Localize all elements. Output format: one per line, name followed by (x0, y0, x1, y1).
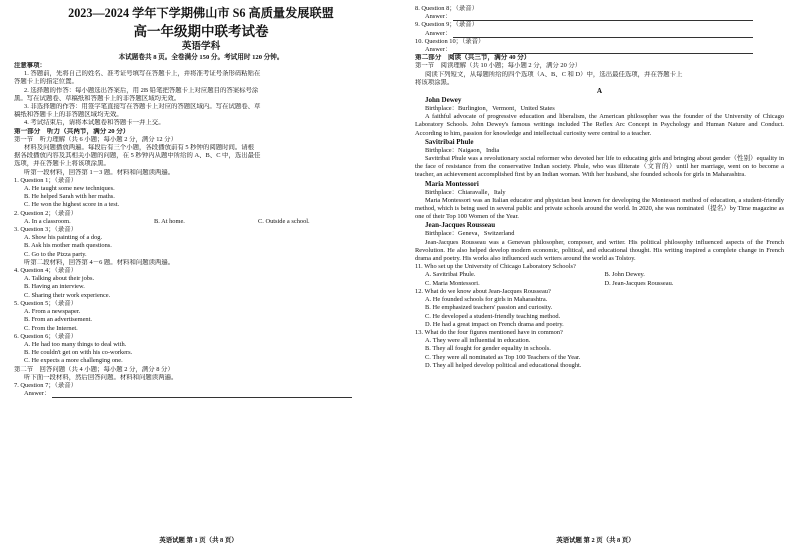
question-1: 1. Question 1；（录音） (14, 176, 78, 184)
notes-heading: 注意事项： (14, 62, 46, 69)
option: B. At home. (154, 217, 185, 225)
section-instruction: 据各段播放内容及其相关小题的问题，在 5 秒钟内从题中所给的 A、B、C 中，选出最佳 (14, 152, 261, 160)
section-instruction: 材料及问题播放两遍。每段后有三个小题，各段播放前有 5 秒钟的阅题时间。请根 (24, 144, 255, 152)
question-3: 3. Question 3；（录音） (14, 226, 78, 234)
question-10: 10. Question 10；（录音） (415, 37, 485, 45)
answer-label: Answer： (425, 46, 452, 54)
option: B. John Dewey. (604, 271, 645, 279)
section-instruction: 听下面一段材料，然后回答问题。材料和问题读两遍。 (24, 373, 178, 381)
option: B. He emphasized teachers' passion and curiosity. (425, 304, 553, 312)
answer-blank[interactable] (52, 397, 352, 398)
birthplace: Birthplace：Geneva，Switzerland (425, 230, 515, 238)
question-7: 7. Question 7；（录音） (14, 381, 78, 389)
answer-row (415, 46, 784, 54)
listening-instruction: 听第一段材料，回答第 1－3 题。材料和问题读两遍。 (24, 168, 175, 176)
note-line: 稿纸和答题卡上的非答题区域均无效。 (14, 111, 123, 119)
listening-instruction: 听第二段材料，回答第 4－6 题。材料和问题读两遍。 (24, 258, 175, 266)
page-footer: 英语试题 第 1 页（共 8 页） (159, 537, 238, 544)
option: B. He couldn't get on with his co-workers. (24, 349, 133, 357)
answer-row (415, 13, 784, 21)
note-line: 2. 选择题的作答：每小题选出答案后，用 2B 铅笔把答题卡上对应题目的答案标号涂 (24, 86, 259, 94)
question-2: 2. Question 2；（录音） (14, 209, 78, 217)
note-line: 4. 考试结束后，请将本试题卷和答题卡一并上交。 (24, 119, 165, 127)
question-4: 4. Question 4；（录音） (14, 267, 78, 275)
option: C. They were all nominated as Top 100 Teachers of the Year. (425, 353, 581, 361)
option: A. From a newspaper. (24, 308, 81, 316)
exam-info: 本试题卷共 8 页。全卷满分 150 分。考试用时 120 分钟。 (118, 54, 284, 61)
question-6: 6. Question 6；（录音） (14, 332, 78, 340)
section-heading: 第一节 阅读理解（共 10 小题；每小题 2 分，满分 20 分） (415, 62, 582, 70)
paragraph: A faithful advocate of progressive education and liberalism, the American philosopher was the founder of the University of Chicago Laboratory Schools. John Dewey's famous writings included The Reflex Arc Concept in Psychology and Human Nature and Conduct. According to him, passion for knowledge and intellectual curiosity were central to a teacher. (415, 113, 784, 137)
page-2 (397, 0, 794, 551)
option: A. He taught some new techniques. (24, 185, 115, 193)
answer-row (14, 390, 388, 398)
subject-title: 英语学科 (181, 41, 221, 52)
birthplace: Birthplace：Burlington，Vermont，United States (425, 105, 555, 113)
page-footer: 英语试题 第 2 页（共 8 页） (556, 537, 635, 544)
note-line: 黑。写在试题卷、草稿纸和答题卡上的非答题区域均无效。 (14, 94, 181, 102)
option: A. Talking about their jobs. (24, 275, 95, 283)
answer-label: Answer： (425, 29, 452, 37)
option: B. Ask his mother math questions. (24, 242, 112, 250)
answer-label: Answer： (425, 13, 452, 21)
option: D. He had a great impact on French drama and poetry. (425, 320, 564, 328)
section-instruction: 将该项涂黑。 (415, 78, 454, 86)
paragraph: Jean-Jacques Rousseau was a Genevan philosopher, composer, and writer. His political philosophy influenced aspects of the French Revolution. He also helped develop modern economic, political, and educational thought. His writing inspired a complete change in French drama and poetry. His works also influenced such writers around the world as Tolstoy. (415, 238, 784, 263)
option: D. Jean-Jacques Rousseau. (604, 279, 674, 287)
exam-title-line1: 2023—2024 学年下学期佛山市 S6 高质量发展联盟 (68, 6, 334, 20)
option: A. Savitribai Phule. (425, 271, 476, 279)
section-heading: 第二节 回答问题（共 4 小题；每小题 2 分，满分 8 分） (14, 365, 174, 373)
note-line: 答题卡上的指定位置。 (14, 78, 78, 86)
options-row (415, 280, 784, 288)
option: C. Outside a school. (258, 217, 310, 225)
question-12: 12. What do we know about Jean-Jacques Rousseau? (415, 287, 551, 295)
option: C. He expects a more challenging one. (24, 357, 123, 365)
answer-blank[interactable] (453, 20, 753, 21)
options-row (415, 271, 784, 279)
answer-row (415, 30, 784, 38)
section-heading: 第一节 听力理解（共 6 小题；每小题 2 分，满分 12 分） (14, 135, 177, 143)
note-line: 1. 答题前，先将自己的姓名、准考证号填写在答题卡上，并将准考证号条形码粘贴在 (24, 70, 261, 78)
option: C. He developed a student-friendly teaching method. (425, 312, 561, 320)
option: A. He had too many things to deal with. (24, 340, 127, 348)
person-name: John Dewey (425, 96, 462, 105)
section-instruction: 选项，并在答题卡上将该项涂黑。 (14, 160, 110, 168)
option: C. He won the highest score in a test. (24, 201, 120, 209)
option: C. Sharing their work experience. (24, 291, 111, 299)
person-name: Maria Montessori (425, 179, 479, 188)
paragraph: Maria Montessori was an Italian educator and physician best known for developing the Montessori method of education, a student-friendly method, which is being used in several public and private schools around the world. In 2020, she was nominated（提名）by Time magazine as one of their Top 100 Women of the Year. (415, 196, 784, 221)
birthplace: Birthplace：Naigaon，India (425, 146, 500, 154)
option: B. He helped Sarah with her maths. (24, 193, 115, 201)
option: D. They all helped develop political and educational thought. (425, 361, 582, 369)
question-8: 8. Question 8；（录音） (415, 5, 479, 12)
option: B. From an advertisement. (24, 316, 92, 324)
section-instruction: 阅读下列短文，从每题所给的四个选项（A、B、C 和 D）中，选出最佳选项，并在答题卡上 (425, 70, 683, 78)
option: A. He founded schools for girls in Maharashtra. (425, 296, 548, 304)
option: B. They all fought for gender equality in schools. (425, 345, 551, 353)
exam-title-line2: 高一年级期中联考试卷 (133, 24, 269, 39)
passage-letter: A (596, 87, 603, 96)
answer-blank[interactable] (453, 37, 753, 38)
option: A. They were all influential in education. (425, 337, 531, 345)
person-name: Savitribai Phule (425, 137, 474, 146)
answer-label: Answer： (24, 390, 51, 398)
question-5: 5. Question 5；（录音） (14, 299, 78, 307)
question-9: 9. Question 9；（录音） (415, 21, 479, 29)
birthplace: Birthplace：Chiaravalle，Italy (425, 188, 506, 196)
person-name: Jean-Jacques Rousseau (425, 221, 496, 230)
question-13: 13. What do the four figures mentioned have in common? (415, 328, 563, 336)
option: C. Go to the Pizza party. (24, 250, 87, 258)
paragraph: Savitribai Phule was a revolutionary social reformer who devoted her life to educating girls and bringing about gender（性别）equality in the face of resistance from the conservative Indian society. Phule, who was illiterate（文盲的）until her marriage, went on to become a teacher, an achievement accomplished first by an Indian woman. With her husband, she founded schools for girls in Maharashtra. (415, 155, 784, 179)
option: A. In a classroom. (24, 217, 71, 225)
options-row (14, 218, 388, 226)
option: A. Show his painting of a dog. (24, 234, 103, 242)
note-line: 3. 非选择题的作答：用签字笔直接写在答题卡上对应的答题区域内。写在试题卷、草 (24, 103, 261, 111)
option: C. Maria Montessori. (425, 279, 480, 287)
part-heading: 第一部分 听力（共两节，满分 20 分） (14, 127, 130, 135)
option: B. Having an interview. (24, 283, 85, 291)
part-heading: 第二部分 阅读（共三节，满分 40 分） (415, 54, 531, 62)
option: C. From the Internet. (24, 324, 78, 332)
question-11: 11. Who set up the University of Chicago Laboratory Schools? (415, 263, 576, 271)
